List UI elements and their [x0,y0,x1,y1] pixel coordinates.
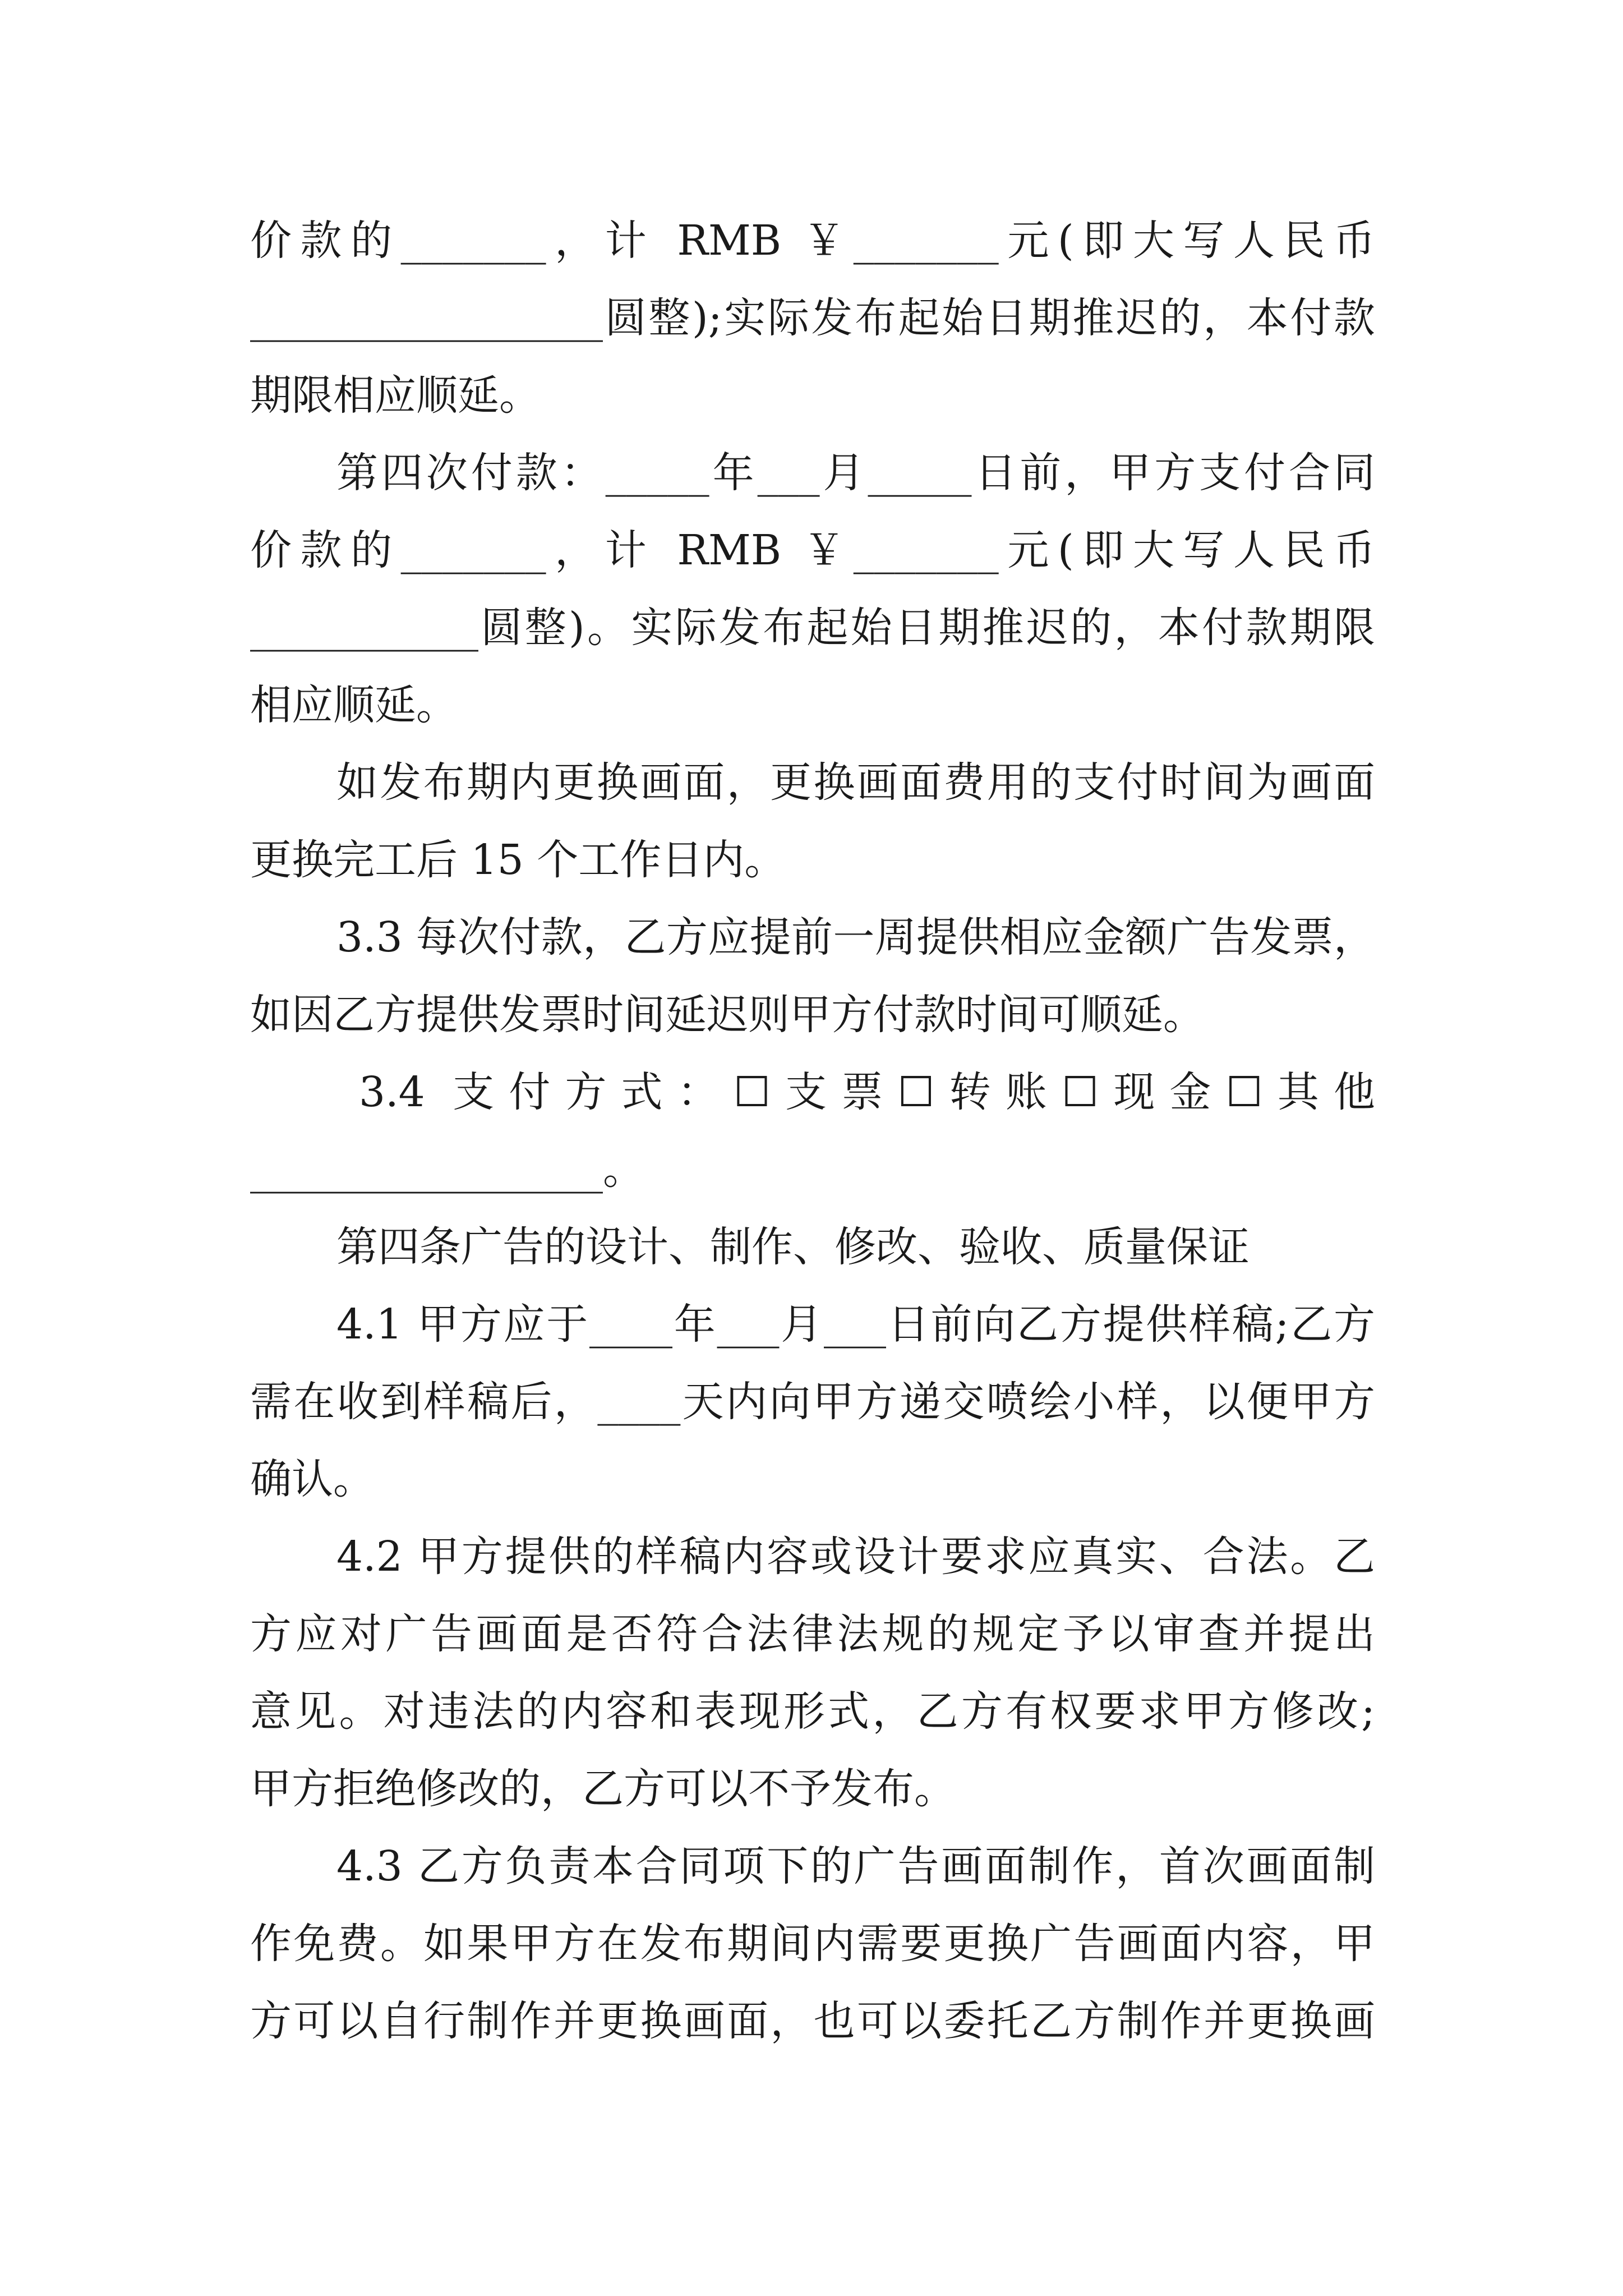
text-line: 期限相应顺延。 [250,371,541,420]
text-line: 3.3 每次付款，乙方应提前一周提供相应金额广告发票， [336,913,1375,961]
text-line: 方可以自行制作并更换画面，也可以委托乙方制作并更换画 [250,1997,1375,2045]
text-line: 方应对广告画面是否符合法律法规的规定予以审查并提出 [250,1610,1375,1658]
text-line: 意见。对违法的内容和表现形式，乙方有权要求甲方修改; [250,1687,1375,1736]
section-heading: 第四条广告的设计、制作、修改、验收、质量保证 [336,1223,1249,1271]
text-line: _________________圆整);实际发布起始日期推迟的，本付款 [250,294,1375,342]
text-line: 作免费。如果甲方在发布期间内需要更换广告画面内容，甲 [250,1920,1375,1968]
text-line: 价款的_______，计 RMB ￥_______元(即大写人民币 [250,526,1375,574]
payment-method-line: 3.4 支付方式：☐支票☐转账☐现金☐其他 [359,1068,1375,1116]
text-line: 4.3 乙方负责本合同项下的广告画面制作，首次画面制 [336,1842,1375,1890]
text-line: 如发布期内更换画面，更换画面费用的支付时间为画面 [336,758,1375,807]
text-line: 更换完工后 15 个工作日内。 [250,836,786,884]
text-line: 如因乙方提供发票时间延迟则甲方付款时间可顺延。 [250,991,1205,1039]
text-line: 相应顺延。 [250,681,458,729]
text-line: 确认。 [250,1455,375,1503]
text-line: 4.2 甲方提供的样稿内容或设计要求应真实、合法。乙 [336,1533,1375,1581]
text-line: 需在收到样稿后，____天内向甲方递交喷绘小样，以便甲方 [250,1378,1375,1426]
text-line: _________________。 [250,1145,644,1194]
text-line: 第四次付款：_____年___月_____日前，甲方支付合同 [336,449,1375,497]
text-line: ___________圆整)。实际发布起始日期推迟的，本付款期限 [250,604,1375,652]
text-line: 价款的_______，计 RMB ￥_______元(即大写人民币 [250,217,1375,265]
text-line: 甲方拒绝修改的，乙方可以不予发布。 [250,1765,956,1813]
text-line: 4.1 甲方应于____年___月___日前向乙方提供样稿;乙方 [336,1300,1375,1349]
